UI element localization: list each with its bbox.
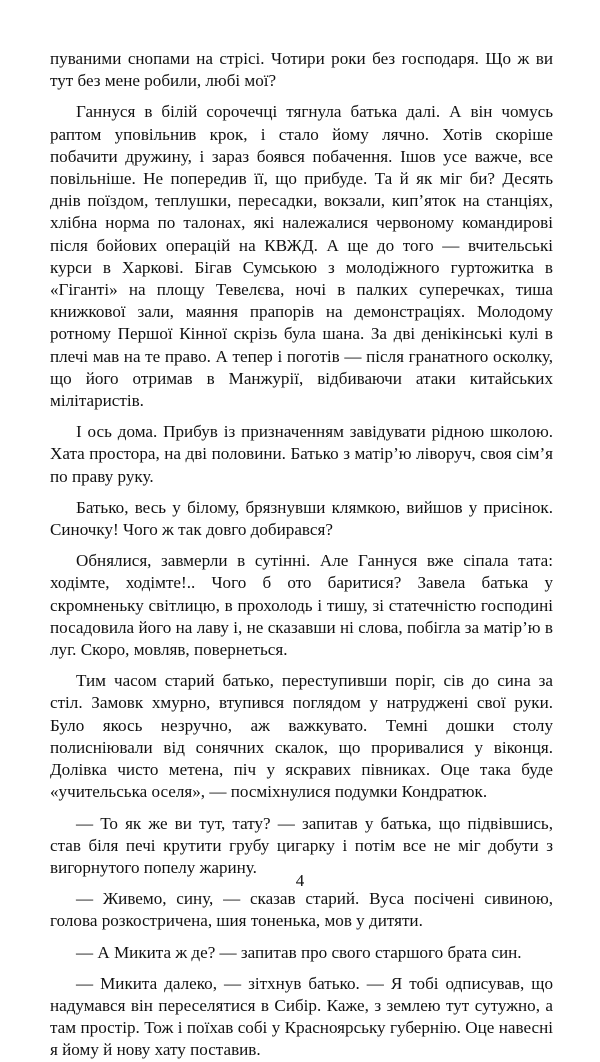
paragraph: Батько, весь у білому, брязнувши клямкою, вийшов у присінок. Синочку! Чого ж так довго добирався? [50,497,553,540]
body-text [50,48,553,1062]
page-number: 4 [295,871,305,890]
paragraph: — Микита далеко, — зітхнув батько. — Я тобі одписував, що надумався він переселятися в Сибір. Каже, з землею тут сутужно, а там простір. Тож і поїхав собі у Красноярську губернію. Оце навесні я йому й нову хату поставив. [50,973,553,1060]
paragraph: — То як же ви тут, тату? — запитав у батька, що підвівшись, став біля печі крутити грубу цигарку і потім все не міг добути з вигорнутого попелу жарину. [50,813,553,877]
paragraph: Ганнуся в білій сорочечці тягнула батька далі. А він чомусь раптом уповільнив крок, і стало йому лячно. Хотів скоріше побачити дружину, і зараз боявся побачення. Ішов усе важче, все повільніше. Не попередив її, що прибуде. Та й як міг би? Десять днів поїздом, теплушки, пересадки, вокзали, кип’яток на станціях, хлібна норма по талонах, які належалися червоному командирові після бойових операцій на КВЖД. А ще до того — вчительські курси в Харкові. Бігав Сумською з молодіжного гуртожитка в «Гіганті» на площу Тевелєва, ночі в палких суперечках, тиша книжкової зали, маяння прапорів на демонстраціях. Молодому ротному Першої Кінної скрізь була шана. За дві денікінські кулі в плечі мав на те право. А тепер і поготів — після гранатного осколку, що його отримав в Манжурії, відбиваючи атаки китайських мілітаристів. [50,102,553,411]
paragraph: І ось дома. Прибув із призначенням завідувати рідною школою. Хата простора, на дві половини. Батько з матір’ю ліворуч, своя сім’я по праву руку. [50,422,553,486]
paragraph: — Живемо, сину, — сказав старий. Вуса посічені сивиною, голова розкостричена, шия тоненька, мов у дитяти. [50,889,553,931]
paragraph: пуваними снопами на стрісі. Чотири роки без господаря. Що ж ви тут без мене робили, любі мої? [50,49,553,91]
paragraph: Тим часом старий батько, переступивши поріг, сів до сина за стіл. Замовк хмурно, втупився поглядом у натруджені свої руки. Було якось незручно, аж важкувато. Темні дошки столу полисніювали від сонячних скалок, що проривалися у віконця. Долівка чисто метена, піч у яскравих півниках. Оце така буде «учительська оселя», — посміхнулися подумки Кондратюк. [50,671,553,802]
paragraph: Обнялися, завмерли в сутінні. Але Ганнуся вже сіпала тата: ходімте, ходімте!.. Чого б ото баритися? Завела батька у скромненьку світлицю, в прохолодь і тишу, зі статечністю господині посадовила його на лаву і, не сказавши ні слова, побігла за матір’ю в луг. Скоро, мовляв, повернеться. [50,551,553,660]
paragraph: — А Микита ж де? — запитав про свого старшого брата син. [76,942,522,962]
